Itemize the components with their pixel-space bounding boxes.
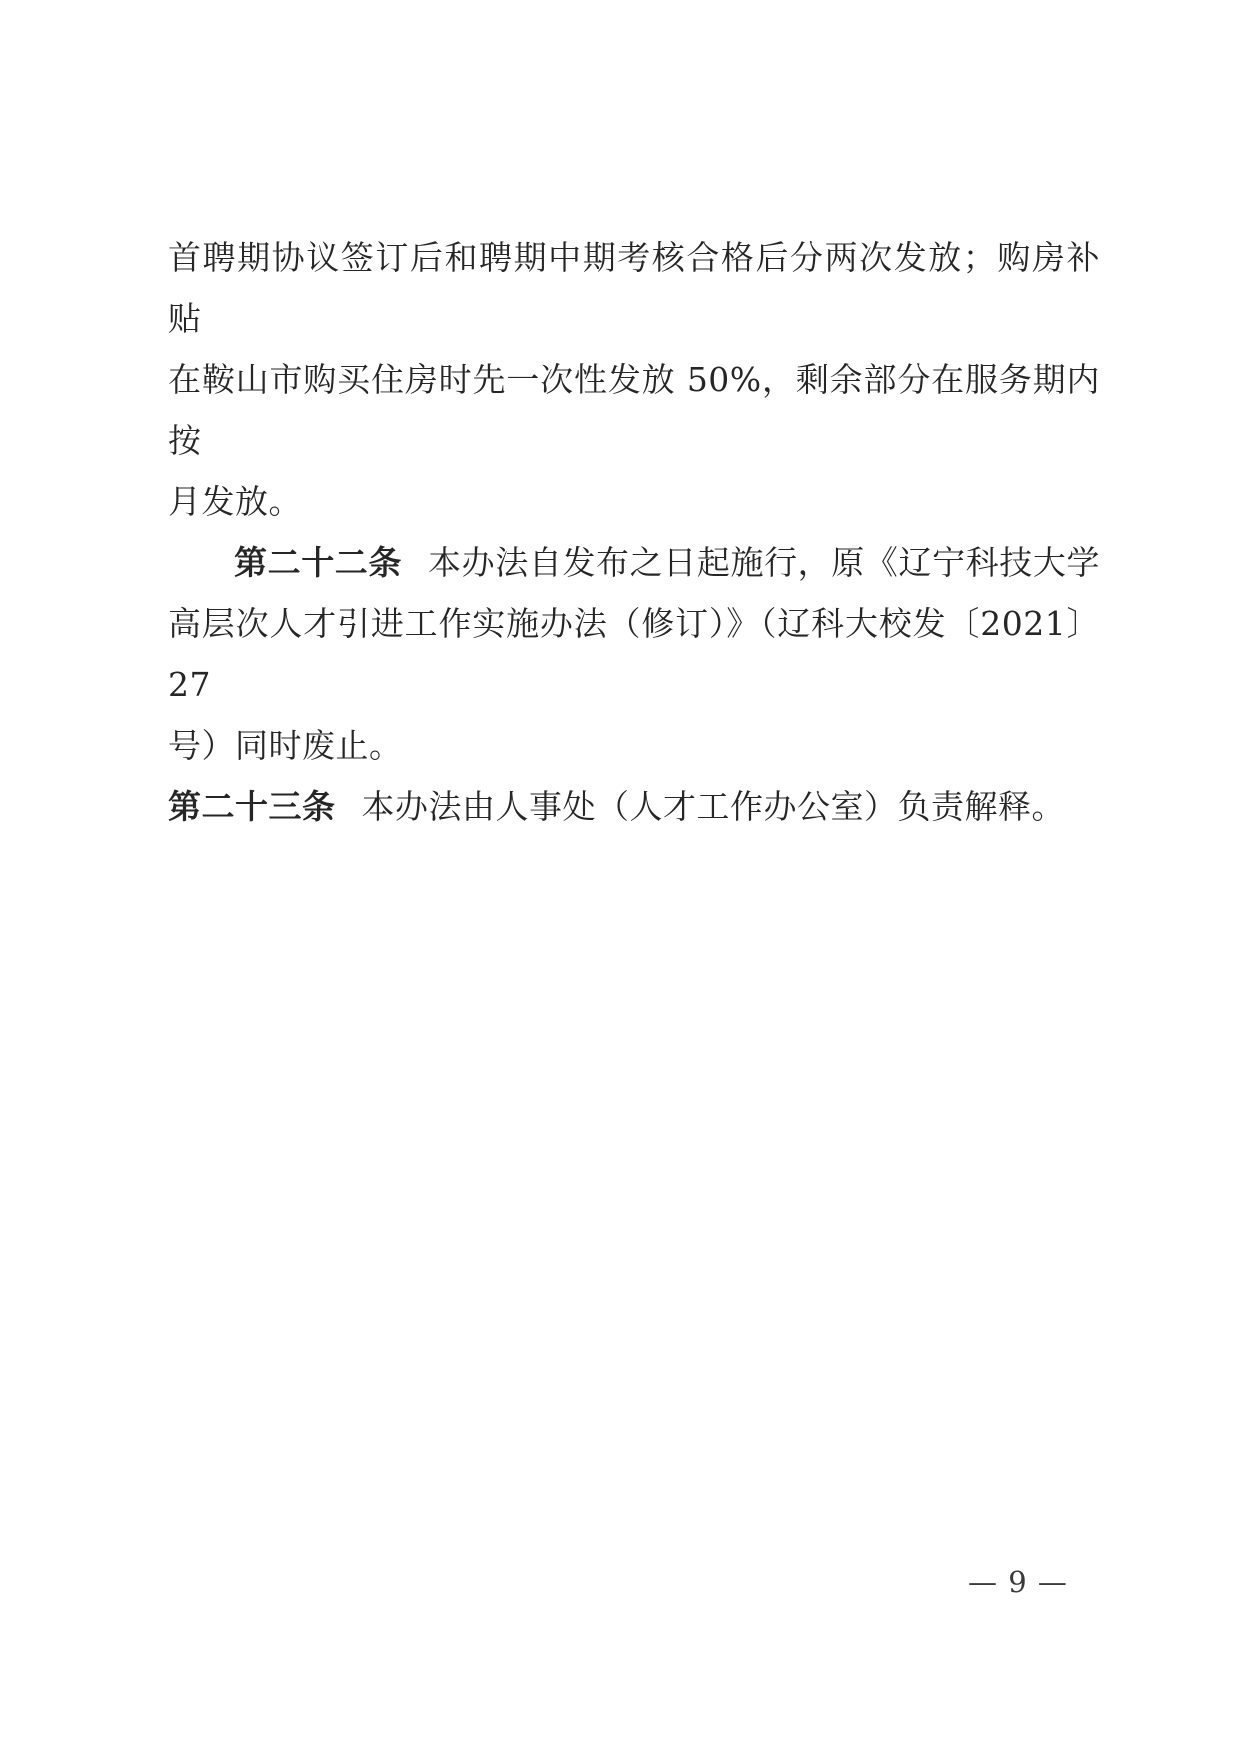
line-text: 月发放。 (168, 482, 302, 521)
document-body (168, 227, 1100, 837)
paragraph-line (168, 593, 1100, 715)
line-text: 号）同时废止。 (168, 726, 403, 765)
article-number-label: 第二十二条 (234, 543, 403, 582)
paragraph-line (168, 471, 1100, 532)
paragraph-line (168, 532, 1100, 593)
paragraph-line (168, 227, 1100, 349)
line-text: 在鞍山市购买住房时先一次性发放 50%，剩余部分在服务期内按 (168, 360, 1100, 460)
paragraph-line (168, 715, 1100, 776)
line-text: 首聘期协议签订后和聘期中期考核合格后分两次发放；购房补贴 (168, 238, 1100, 338)
paragraph-line (168, 349, 1100, 471)
paragraph-line (168, 776, 1100, 837)
page-number: — 9 — (968, 1565, 1068, 1599)
article-number-label: 第二十三条 (168, 787, 336, 826)
line-text: 本办法自发布之日起施行，原《辽宁科技大学 (428, 543, 1101, 582)
line-text: 本办法由人事处（人才工作办公室）负责解释。 (361, 787, 1065, 826)
line-text: 高层次人才引进工作实施办法（修订）》（辽科大校发〔2021〕27 (168, 604, 1100, 704)
